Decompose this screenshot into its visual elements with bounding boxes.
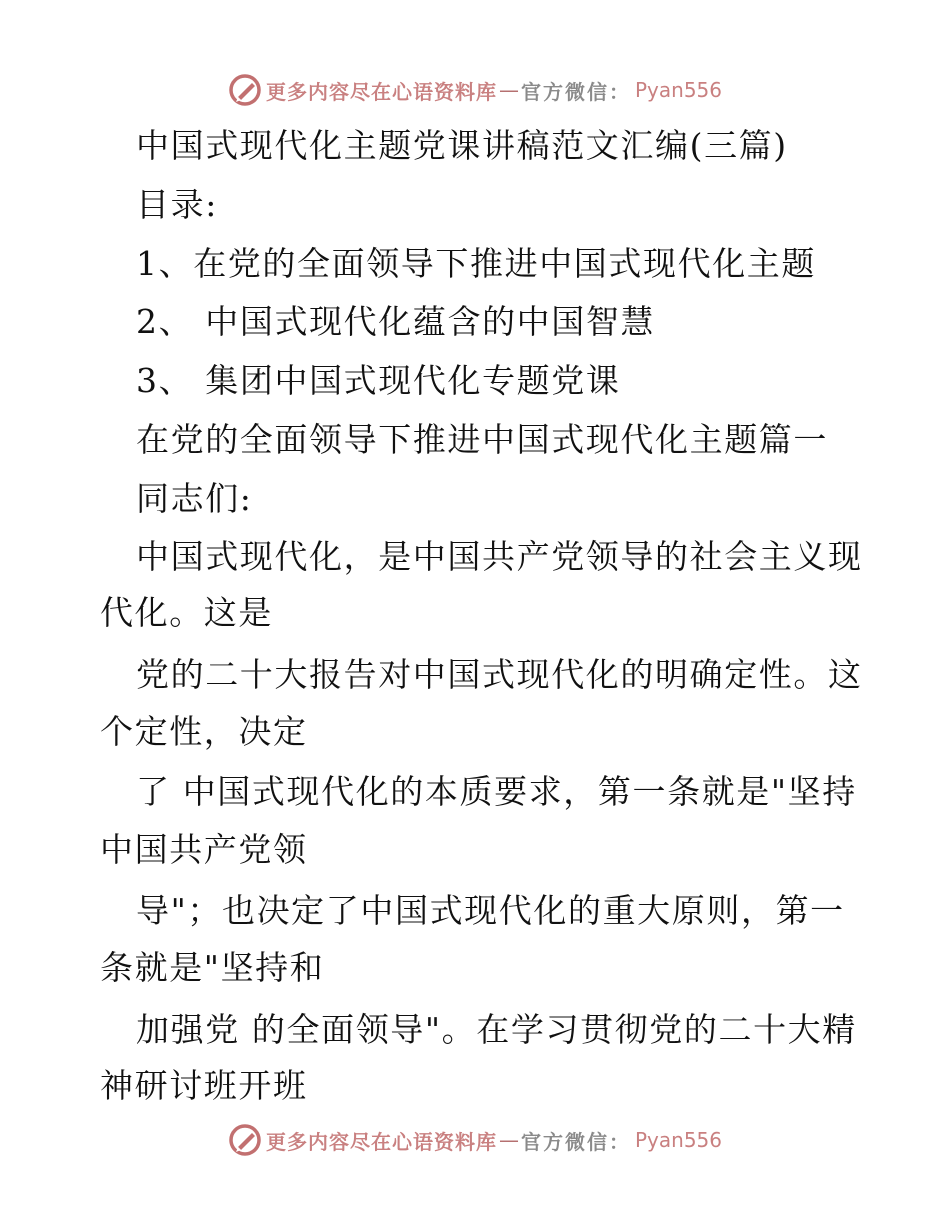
body-line: 导"；也决定了中国式现代化的重大原则，第一: [136, 891, 845, 930]
body-line: 党的二十大报告对中国式现代化的明确定性。这: [136, 655, 863, 694]
pen-seal-icon: [228, 1123, 262, 1157]
watermark-text: 更多内容尽在心语资料库: [265, 79, 497, 104]
toc-item-1: 1、在党的全面领导下推进中国式现代化主题: [136, 244, 816, 283]
watermark-text: 更多内容尽在心语资料库: [265, 1129, 497, 1154]
body-line: 中国式现代化，是中国共产党领导的社会主义现: [136, 537, 863, 576]
section-heading: 在党的全面领导下推进中国式现代化主题篇一: [136, 420, 828, 459]
toc-item-2: 2、 中国式现代化蕴含的中国智慧: [136, 302, 656, 341]
body-line: 代化。这是: [100, 593, 273, 632]
pen-seal-icon: [228, 73, 262, 107]
body-line: 加强党 的全面领导"。在学习贯彻党的二十大精: [136, 1010, 857, 1049]
watermark-separator: —: [498, 1128, 519, 1152]
watermark-official: 官方微信：: [520, 1129, 631, 1154]
body-line: 中国共产党领: [100, 830, 308, 869]
watermark-wechat-id: Pyan556: [634, 78, 722, 102]
document-title: 中国式现代化主题党课讲稿范文汇编(三篇): [136, 126, 788, 165]
watermark-official: 官方微信：: [520, 79, 631, 104]
watermark-wechat-id: Pyan556: [634, 1128, 722, 1152]
body-line: 个定性，决定: [100, 712, 308, 751]
watermark-header: [0, 70, 950, 110]
toc-label: 目录:: [136, 185, 218, 224]
watermark-separator: —: [498, 78, 519, 102]
body-line: 神研讨班开班: [100, 1066, 308, 1105]
watermark-footer: [0, 1120, 950, 1160]
salutation: 同志们:: [136, 479, 253, 518]
body-line: 了 中国式现代化的本质要求，第一条就是"坚持: [136, 772, 857, 811]
body-line: 条就是"坚持和: [100, 948, 325, 987]
toc-item-3: 3、 集团中国式现代化专题党课: [136, 361, 621, 400]
